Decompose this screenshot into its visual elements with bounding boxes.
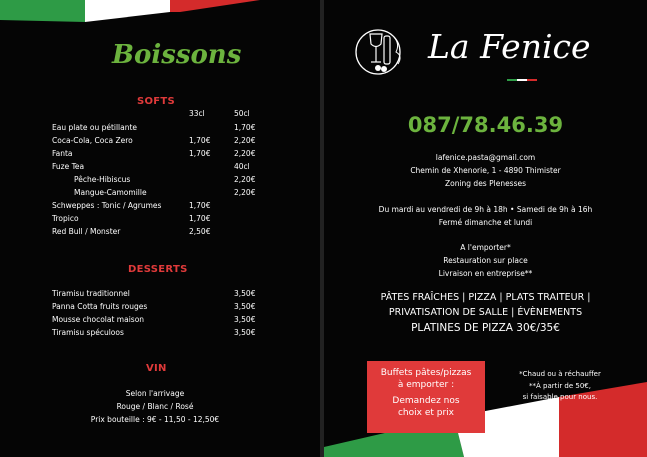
service-takeaway: A l'emporter* — [460, 243, 511, 252]
col-33cl: 33cl — [189, 109, 205, 118]
table-row: Coca-Cola, Coca Zero 1,70€ 2,20€ — [52, 136, 256, 145]
table-row: Schweppes : Tonic / Agrumes 1,70€ — [52, 201, 211, 210]
table-row: Tropico 1,70€ — [52, 214, 211, 223]
table-row: Fanta 1,70€ 2,20€ — [52, 149, 256, 158]
softs-heading: SOFTS — [137, 96, 176, 107]
wine-heading: VIN — [146, 363, 167, 374]
buffet-line-2: à emporter : — [397, 380, 455, 390]
wine-line-1: Selon l'arrivage — [125, 389, 185, 398]
buffet-line-4: choix et prix — [397, 408, 454, 418]
wine-line-3: Prix bouteille : 9€ - 11,50 - 12,50€ — [90, 415, 220, 424]
service-onsite: Restauration sur place — [443, 256, 528, 265]
desserts-heading: DESSERTS — [128, 264, 188, 275]
brand-flag-mark — [507, 79, 537, 83]
offer-line-2: PRIVATISATION DE SALLE | ÉVÈNEMENTS — [388, 307, 583, 318]
table-row: Tiramisu traditionnel 3,50€ — [52, 289, 256, 298]
table-row: Panna Cotta fruits rouges 3,50€ — [52, 302, 256, 311]
italian-flag-top-left — [0, 0, 320, 40]
email: lafenice.pasta@gmail.com — [435, 153, 536, 162]
buffet-callout — [367, 361, 485, 433]
table-row: Tiramisu spéculoos 3,50€ — [52, 328, 256, 337]
note-1: *Chaud ou à réchauffer — [519, 370, 601, 378]
wine-line-2: Rouge / Blanc / Rosé — [116, 402, 194, 411]
brand-name: La Fenice — [428, 27, 591, 66]
table-row: Mousse chocolat maison 3,50€ — [52, 315, 256, 324]
wine-bottle-glass-logo-icon — [348, 22, 418, 82]
table-row: Eau plate ou pétillante 1,70€ — [52, 123, 256, 132]
drinks-title: Boissons — [112, 40, 242, 70]
zoning: Zoning des Plenesses — [444, 179, 527, 188]
opening-hours: Du mardi au vendredi de 9h à 18h • Samedi de 9h à 16h — [378, 205, 593, 214]
note-2: **À partir de 50€, — [529, 382, 591, 390]
buffet-line-1: Buffets pâtes/pizzas — [380, 368, 472, 378]
table-row: Pêche-Hibiscus 2,20€ — [74, 175, 256, 184]
drinks-menu-panel — [0, 0, 320, 457]
address: Chemin de Xhenorie, 1 - 4890 Thimister — [410, 166, 561, 175]
softs-column-headers — [52, 109, 270, 120]
note-3: si faisable pour nous. — [522, 393, 598, 401]
offer-line-3: PLATINES DE PIZZA 30€/35€ — [411, 322, 560, 334]
phone-number: 087/78.46.39 — [407, 113, 564, 137]
table-row: Mangue-Camomille 2,20€ — [74, 188, 256, 197]
table-row: Red Bull / Monster 2,50€ — [52, 227, 211, 236]
service-delivery: Livraison en entreprise** — [438, 269, 533, 278]
closed-days: Fermé dimanche et lundi — [438, 218, 533, 227]
offer-line-1: PÂTES FRAÎCHES | PIZZA | PLATS TRAITEUR | — [380, 292, 591, 303]
col-50cl: 50cl — [234, 109, 250, 118]
table-row: Fuze Tea 40cl — [52, 162, 250, 171]
buffet-line-3: Demandez nos — [392, 396, 460, 406]
